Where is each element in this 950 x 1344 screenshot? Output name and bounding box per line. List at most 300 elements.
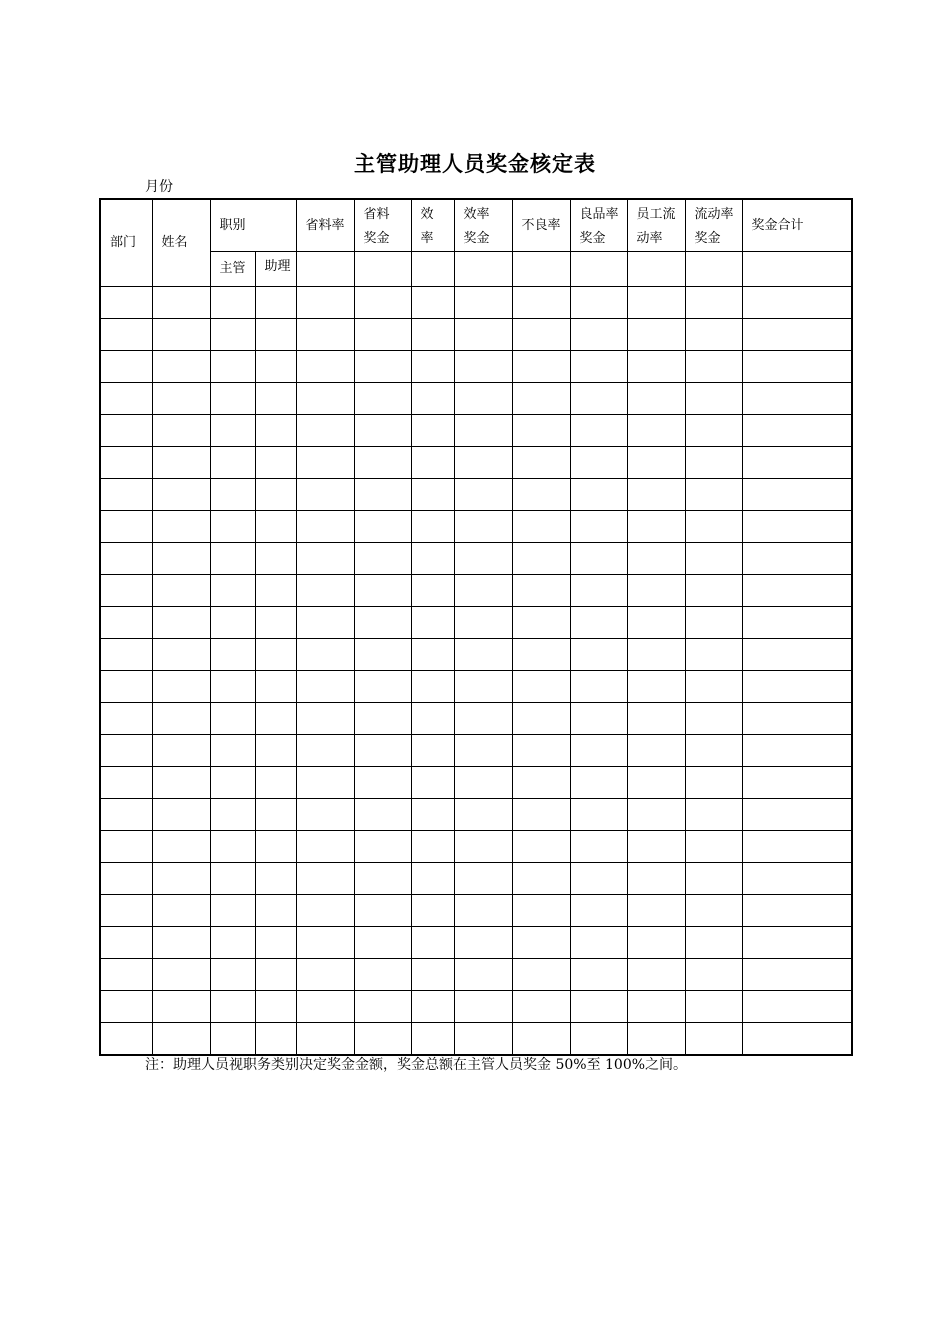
table-cell	[152, 543, 210, 575]
table-cell	[512, 895, 570, 927]
table-cell	[354, 767, 411, 799]
table-cell	[100, 287, 152, 319]
header-efficiency-bonus: 效率 奖金	[454, 199, 512, 252]
table-cell	[742, 895, 852, 927]
table-cell	[100, 543, 152, 575]
table-cell	[100, 1023, 152, 1055]
table-cell	[411, 671, 454, 703]
table-cell	[152, 511, 210, 543]
table-cell	[152, 959, 210, 991]
table-cell	[512, 991, 570, 1023]
table-cell	[742, 1023, 852, 1055]
table-cell	[152, 575, 210, 607]
table-cell	[296, 415, 354, 447]
table-cell	[296, 383, 354, 415]
table-cell	[100, 895, 152, 927]
footnote: 注：助理人员视职务类别决定奖金金额，奖金总额在主管人员奖金 50%至 100%之间。	[145, 1057, 688, 1073]
table-cell	[411, 383, 454, 415]
table-cell	[685, 607, 742, 639]
table-cell	[100, 991, 152, 1023]
table-cell	[454, 671, 512, 703]
table-cell	[512, 639, 570, 671]
table-cell	[627, 927, 685, 959]
table-cell	[570, 351, 627, 383]
table-cell	[411, 1023, 454, 1055]
table-cell	[296, 863, 354, 895]
table-cell	[512, 287, 570, 319]
header-total-bonus: 奖金合计	[742, 199, 852, 252]
table-cell	[411, 991, 454, 1023]
table-cell	[627, 831, 685, 863]
table-cell	[255, 831, 296, 863]
table-row	[100, 287, 852, 319]
table-cell	[454, 991, 512, 1023]
table-cell	[627, 287, 685, 319]
table-cell	[210, 895, 255, 927]
table-cell	[570, 959, 627, 991]
table-cell	[152, 991, 210, 1023]
table-cell	[296, 703, 354, 735]
table-cell	[512, 703, 570, 735]
table-cell	[210, 415, 255, 447]
table-cell	[255, 575, 296, 607]
header-blank-cell	[454, 252, 512, 287]
table-cell	[627, 543, 685, 575]
table-cell	[454, 447, 512, 479]
table-cell	[454, 639, 512, 671]
table-cell	[152, 639, 210, 671]
table-cell	[454, 287, 512, 319]
header-turnover-rate: 员工流 动率	[627, 199, 685, 252]
table-cell	[296, 831, 354, 863]
table-cell	[454, 1023, 512, 1055]
table-cell	[742, 351, 852, 383]
table-cell	[742, 415, 852, 447]
table-cell	[570, 799, 627, 831]
table-cell	[570, 735, 627, 767]
table-cell	[570, 703, 627, 735]
table-cell	[742, 543, 852, 575]
table-cell	[210, 671, 255, 703]
table-cell	[685, 639, 742, 671]
table-cell	[210, 479, 255, 511]
table-cell	[100, 799, 152, 831]
table-cell	[454, 511, 512, 543]
table-cell	[411, 863, 454, 895]
table-cell	[454, 799, 512, 831]
table-cell	[742, 383, 852, 415]
table-cell	[255, 703, 296, 735]
table-cell	[454, 959, 512, 991]
header-row-1	[100, 199, 852, 252]
table-cell	[354, 735, 411, 767]
table-cell	[100, 671, 152, 703]
table-row	[100, 543, 852, 575]
table-cell	[685, 831, 742, 863]
table-cell	[570, 991, 627, 1023]
page-title: 主管助理人员奖金核定表	[354, 152, 596, 176]
table-cell	[627, 959, 685, 991]
table-cell	[354, 543, 411, 575]
header-material-saving-bonus: 省料 奖金	[354, 199, 411, 252]
header-department: 部门	[100, 199, 152, 287]
table-cell	[627, 319, 685, 351]
table-cell	[512, 863, 570, 895]
table-cell	[296, 479, 354, 511]
table-cell	[152, 415, 210, 447]
table-cell	[152, 767, 210, 799]
table-cell	[100, 415, 152, 447]
table-cell	[296, 287, 354, 319]
table-cell	[296, 319, 354, 351]
table-cell	[512, 799, 570, 831]
table-cell	[100, 479, 152, 511]
table-cell	[255, 671, 296, 703]
table-cell	[152, 863, 210, 895]
table-cell	[570, 831, 627, 863]
table-cell	[354, 831, 411, 863]
table-row	[100, 831, 852, 863]
header-defect-rate: 不良率	[512, 199, 570, 252]
table-cell	[742, 831, 852, 863]
table-cell	[454, 383, 512, 415]
table-cell	[255, 767, 296, 799]
table-cell	[411, 895, 454, 927]
table-cell	[152, 735, 210, 767]
table-cell	[570, 1023, 627, 1055]
header-efficiency: 效 率	[411, 199, 454, 252]
table-cell	[454, 607, 512, 639]
header-row-2	[100, 252, 852, 287]
header-blank-cell	[411, 252, 454, 287]
table-cell	[685, 799, 742, 831]
table-cell	[411, 319, 454, 351]
table-row	[100, 415, 852, 447]
table-cell	[100, 511, 152, 543]
table-cell	[354, 287, 411, 319]
table-cell	[411, 959, 454, 991]
table-cell	[512, 351, 570, 383]
table-cell	[570, 671, 627, 703]
header-position-supervisor: 主管	[210, 252, 255, 287]
header-position: 职别	[210, 199, 296, 252]
table-cell	[152, 671, 210, 703]
table-cell	[100, 447, 152, 479]
table-cell	[742, 639, 852, 671]
table-cell	[627, 863, 685, 895]
table-cell	[152, 831, 210, 863]
table-cell	[742, 511, 852, 543]
table-cell	[210, 991, 255, 1023]
table-cell	[685, 671, 742, 703]
table-cell	[512, 959, 570, 991]
table-cell	[454, 575, 512, 607]
table-cell	[100, 383, 152, 415]
table-cell	[152, 799, 210, 831]
header-blank-cell	[685, 252, 742, 287]
table-cell	[296, 1023, 354, 1055]
table-cell	[210, 607, 255, 639]
table-cell	[152, 319, 210, 351]
table-cell	[354, 575, 411, 607]
table-cell	[354, 479, 411, 511]
table-cell	[210, 1023, 255, 1055]
table-cell	[354, 511, 411, 543]
table-cell	[210, 383, 255, 415]
table-cell	[512, 415, 570, 447]
table-row	[100, 991, 852, 1023]
table-cell	[512, 1023, 570, 1055]
table-cell	[454, 735, 512, 767]
table-cell	[512, 831, 570, 863]
table-cell	[454, 863, 512, 895]
bonus-table	[99, 198, 853, 1056]
table-row	[100, 575, 852, 607]
table-cell	[296, 639, 354, 671]
table-cell	[570, 447, 627, 479]
table-cell	[210, 863, 255, 895]
table-cell	[411, 511, 454, 543]
table-cell	[742, 607, 852, 639]
table-cell	[685, 511, 742, 543]
table-cell	[512, 479, 570, 511]
table-cell	[570, 863, 627, 895]
table-cell	[742, 863, 852, 895]
table-cell	[255, 799, 296, 831]
table-cell	[296, 447, 354, 479]
table-cell	[454, 703, 512, 735]
table-row	[100, 927, 852, 959]
table-cell	[210, 959, 255, 991]
table-cell	[354, 799, 411, 831]
table-cell	[685, 863, 742, 895]
table-cell	[100, 703, 152, 735]
table-cell	[685, 575, 742, 607]
table-cell	[627, 799, 685, 831]
table-cell	[255, 607, 296, 639]
table-cell	[627, 991, 685, 1023]
table-row	[100, 319, 852, 351]
table-cell	[354, 703, 411, 735]
table-cell	[627, 767, 685, 799]
table-cell	[454, 831, 512, 863]
table-row	[100, 799, 852, 831]
table-cell	[627, 447, 685, 479]
table-row	[100, 511, 852, 543]
table-cell	[354, 383, 411, 415]
table-row	[100, 447, 852, 479]
table-cell	[411, 703, 454, 735]
header-blank-cell	[627, 252, 685, 287]
table-cell	[512, 319, 570, 351]
table-cell	[210, 703, 255, 735]
table-cell	[411, 607, 454, 639]
table-cell	[296, 799, 354, 831]
table-cell	[152, 351, 210, 383]
table-cell	[354, 959, 411, 991]
table-cell	[255, 991, 296, 1023]
table-cell	[570, 287, 627, 319]
table-cell	[255, 511, 296, 543]
table-cell	[685, 735, 742, 767]
table-cell	[296, 607, 354, 639]
table-cell	[296, 511, 354, 543]
table-cell	[570, 575, 627, 607]
table-cell	[685, 895, 742, 927]
header-blank-cell	[296, 252, 354, 287]
table-cell	[685, 927, 742, 959]
table-cell	[255, 927, 296, 959]
table-cell	[627, 575, 685, 607]
table-cell	[742, 575, 852, 607]
table-cell	[411, 831, 454, 863]
table-cell	[210, 511, 255, 543]
table-row	[100, 1023, 852, 1055]
table-cell	[570, 415, 627, 447]
table-cell	[152, 927, 210, 959]
table-cell	[454, 351, 512, 383]
table-cell	[512, 383, 570, 415]
table-cell	[152, 447, 210, 479]
table-cell	[454, 319, 512, 351]
table-cell	[296, 543, 354, 575]
table-cell	[100, 639, 152, 671]
table-cell	[685, 383, 742, 415]
table-cell	[685, 703, 742, 735]
table-cell	[742, 767, 852, 799]
table-cell	[512, 927, 570, 959]
table-cell	[454, 543, 512, 575]
table-row	[100, 639, 852, 671]
table-cell	[100, 767, 152, 799]
table-cell	[685, 543, 742, 575]
table-cell	[411, 735, 454, 767]
table-cell	[411, 447, 454, 479]
table-cell	[742, 479, 852, 511]
table-cell	[685, 479, 742, 511]
table-cell	[210, 447, 255, 479]
table-cell	[512, 767, 570, 799]
table-cell	[411, 639, 454, 671]
table-cell	[627, 351, 685, 383]
header-material-saving-rate: 省料率	[296, 199, 354, 252]
table-cell	[742, 319, 852, 351]
table-cell	[627, 383, 685, 415]
table-cell	[742, 703, 852, 735]
table-cell	[627, 895, 685, 927]
header-blank-cell	[570, 252, 627, 287]
table-cell	[354, 895, 411, 927]
table-cell	[354, 415, 411, 447]
table-cell	[512, 511, 570, 543]
table-cell	[742, 735, 852, 767]
table-row	[100, 671, 852, 703]
table-cell	[742, 927, 852, 959]
table-cell	[685, 959, 742, 991]
table-cell	[570, 927, 627, 959]
table-cell	[100, 927, 152, 959]
table-cell	[296, 735, 354, 767]
table-cell	[210, 767, 255, 799]
table-cell	[152, 479, 210, 511]
table-cell	[296, 991, 354, 1023]
table-cell	[454, 895, 512, 927]
header-turnover-bonus: 流动率 奖金	[685, 199, 742, 252]
table-cell	[152, 1023, 210, 1055]
table-cell	[570, 479, 627, 511]
table-row	[100, 607, 852, 639]
table-cell	[296, 959, 354, 991]
table-cell	[354, 639, 411, 671]
table-cell	[411, 575, 454, 607]
table-cell	[296, 927, 354, 959]
table-cell	[627, 607, 685, 639]
table-cell	[210, 351, 255, 383]
table-cell	[255, 383, 296, 415]
table-cell	[100, 735, 152, 767]
table-cell	[354, 671, 411, 703]
table-cell	[100, 831, 152, 863]
table-cell	[742, 991, 852, 1023]
header-blank-cell	[512, 252, 570, 287]
table-cell	[210, 543, 255, 575]
table-cell	[627, 703, 685, 735]
table-cell	[512, 735, 570, 767]
table-cell	[210, 575, 255, 607]
table-cell	[685, 415, 742, 447]
table-cell	[255, 287, 296, 319]
table-cell	[627, 479, 685, 511]
table-cell	[354, 863, 411, 895]
table-row	[100, 959, 852, 991]
table-cell	[685, 351, 742, 383]
table-cell	[152, 703, 210, 735]
table-cell	[152, 895, 210, 927]
table-cell	[152, 287, 210, 319]
table-cell	[570, 895, 627, 927]
table-cell	[210, 319, 255, 351]
table-cell	[685, 447, 742, 479]
table-cell	[685, 287, 742, 319]
table-cell	[100, 959, 152, 991]
table-cell	[255, 543, 296, 575]
table-cell	[210, 799, 255, 831]
table-cell	[255, 639, 296, 671]
table-cell	[354, 607, 411, 639]
table-cell	[454, 415, 512, 447]
table-cell	[411, 799, 454, 831]
table-cell	[627, 415, 685, 447]
table-cell	[255, 735, 296, 767]
table-row	[100, 895, 852, 927]
table-cell	[354, 447, 411, 479]
table-cell	[570, 511, 627, 543]
header-yield-bonus: 良品率 奖金	[570, 199, 627, 252]
table-cell	[685, 1023, 742, 1055]
table-cell	[152, 607, 210, 639]
table-cell	[742, 799, 852, 831]
table-cell	[296, 351, 354, 383]
table-cell	[512, 575, 570, 607]
table-cell	[255, 447, 296, 479]
table-cell	[454, 767, 512, 799]
table-cell	[685, 319, 742, 351]
table-cell	[512, 447, 570, 479]
table-cell	[296, 575, 354, 607]
header-blank-cell	[354, 252, 411, 287]
table-cell	[685, 767, 742, 799]
table-cell	[512, 543, 570, 575]
